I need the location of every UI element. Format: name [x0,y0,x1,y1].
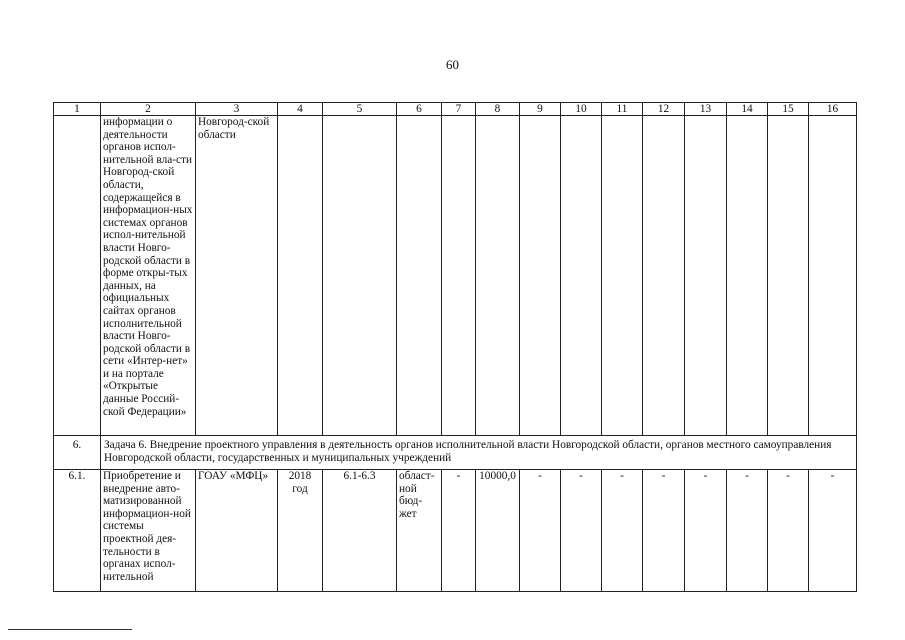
header-cell: 13 [685,103,727,116]
header-cell: 12 [643,103,685,116]
task-number: 6. [54,436,101,470]
header-cell: 5 [323,103,397,116]
header-cell: 9 [520,103,561,116]
header-cell: 15 [768,103,809,116]
table-cell [520,116,561,436]
table-cell [54,116,101,436]
page-number: 60 [446,57,459,72]
header-cell: 10 [561,103,602,116]
source-cell: област-ной бюд-жет [397,470,442,592]
table-cell [561,116,602,436]
value-cell: - [442,470,476,592]
program-table [53,102,857,592]
value-cell: - [602,470,643,592]
task-row [54,436,857,470]
value-cell: - [520,470,561,592]
header-cell: 1 [54,103,101,116]
header-cell: 16 [809,103,857,116]
table-cell [727,116,768,436]
header-cell: 6 [397,103,442,116]
table-cell [768,116,809,436]
table-cell [602,116,643,436]
period-cell: 2018 год [278,470,323,592]
table-cell [643,116,685,436]
value-cell: - [809,470,857,592]
table-row [54,116,857,436]
value-cell: - [643,470,685,592]
value-cell: 10000,0 [476,470,520,592]
row-number: 6.1. [54,470,101,592]
table-cell [685,116,727,436]
header-cell: 11 [602,103,643,116]
table-cell [278,116,323,436]
header-cell: 8 [476,103,520,116]
table-cell [442,116,476,436]
table-cell [323,116,397,436]
header-row [54,103,857,116]
table-row [54,470,857,592]
header-cell: 7 [442,103,476,116]
header-cell: 2 [101,103,196,116]
header-cell: 3 [196,103,278,116]
executor-cell: Новгород-ской области [196,116,278,436]
value-cell: - [768,470,809,592]
measure-name-cell: информации о деятельности органов испол-нительной вла-сти Новгород-ской области, содержащейся в информацион-ных системах органов испол-нительной власти Новго-родской области в форме откры-тых данных, на официальных сайтах органов исполнительной власти Новго-родской области в сети «Интер-нет» и на портале «Открытые данные Россий-ской Федерации» [101,116,196,436]
table-cell [809,116,857,436]
table-cell [476,116,520,436]
targets-cell: 6.1-6.3 [323,470,397,592]
value-cell: - [561,470,602,592]
footnote-separator [8,629,132,630]
table-cell [397,116,442,436]
value-cell: - [727,470,768,592]
executor-cell: ГОАУ «МФЦ» [196,470,278,592]
task-text: Задача 6. Внедрение проектного управления в деятельность органов исполнительной власти Новгородской области, органов местного самоуправления Новгородской области, государственных и муниципальных учреждений [101,436,857,470]
value-cell: - [685,470,727,592]
measure-name-cell: Приобретение и внедрение авто-матизированной информацион-ной системы проектной дея-тельности в органах испол-нительной [101,470,196,592]
header-cell: 14 [727,103,768,116]
header-cell: 4 [278,103,323,116]
